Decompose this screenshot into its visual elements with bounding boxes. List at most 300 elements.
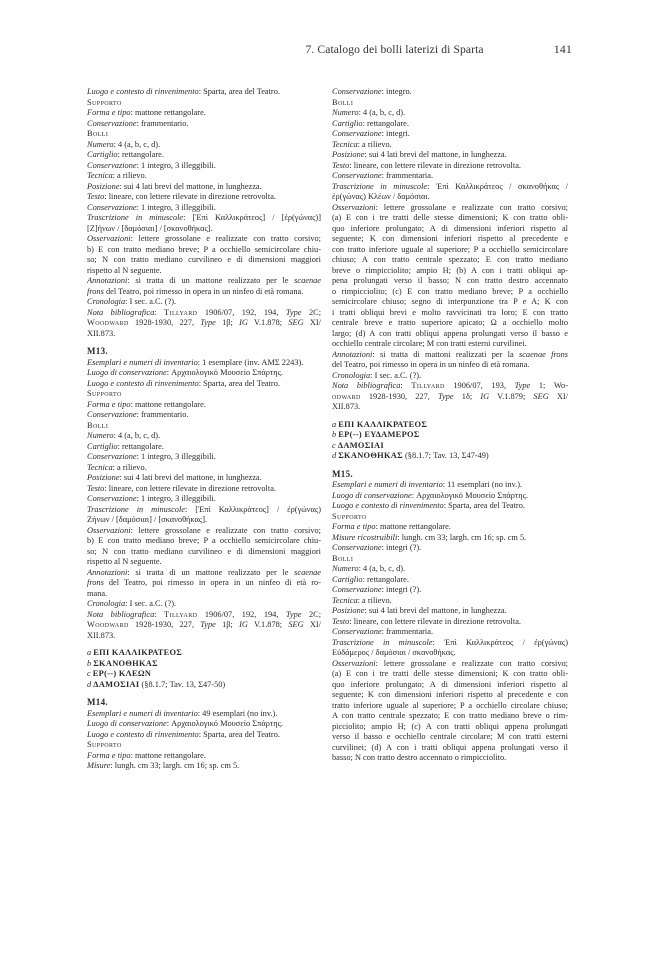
text-run: : Sparta, area del Teatro.: [443, 501, 525, 510]
text-line: [332, 381, 568, 392]
text-line: [332, 732, 568, 743]
text-run: semicircolare chiuso; segno di interpunzione tra P e A; K con: [332, 297, 568, 306]
text-run: Type: [285, 609, 302, 619]
text-line: [332, 245, 568, 256]
text-run: 2C;: [301, 307, 321, 317]
text-run: tratto inferiore uguale al superiore; P a occhiello circolare chiuso;: [332, 700, 568, 710]
text-line: [87, 108, 321, 119]
text-line: [332, 140, 568, 151]
text-run: Bolli: [332, 97, 354, 107]
text-run: Conservazione: [87, 452, 137, 461]
text-run: (a) E con i tre tratti delle stesse dimensioni; K con tratto obli-: [332, 213, 568, 222]
text-run: Annotazioni: [87, 276, 128, 285]
text-run: 1β;: [215, 318, 240, 327]
text-run: Conservazione: [87, 410, 137, 419]
text-line: [87, 515, 321, 526]
text-run: a: [87, 648, 94, 657]
text-run: Woodward: [87, 620, 129, 629]
text-run: : frammentario.: [136, 410, 189, 419]
text-line: [87, 648, 321, 659]
text-line: [87, 719, 321, 730]
text-run: Testo: [332, 160, 350, 170]
text-run: XI/: [548, 391, 568, 401]
text-run: XII.873.: [87, 328, 116, 338]
text-run: : lineare, con lettere rilevate in direzione retrovolta.: [349, 616, 521, 626]
text-line: [332, 87, 568, 98]
text-run: : 49 esemplari (no inv.).: [197, 708, 278, 718]
text-run: Tillyard: [411, 381, 445, 390]
text-line: [87, 494, 321, 505]
text-line: [87, 318, 321, 329]
text-line: [87, 224, 321, 235]
text-run: Bolli: [87, 420, 109, 430]
text-line: [87, 346, 321, 358]
text-line: [87, 87, 321, 98]
text-run: Luogo di conservazione: [87, 368, 167, 377]
text-run: so; N con tratto mediano curvilineo e di dimensioni maggiori: [87, 255, 321, 264]
text-run: : rettangolare.: [117, 150, 164, 159]
text-line: [87, 297, 321, 308]
text-run: 1928-1930, 227,: [360, 391, 439, 401]
text-run: XII.873.: [87, 630, 116, 640]
text-line: [87, 697, 321, 709]
text-run: Luogo e contesto di rinvenimento: [87, 378, 199, 388]
text-run: 1928-1930, 227,: [128, 318, 201, 327]
text-line: [87, 669, 321, 680]
text-run: Luogo di conservazione: [332, 490, 412, 500]
text-run: Nota bibliografica: [87, 307, 155, 317]
text-run: : 1 esemplare (inv. ΑΜΣ 2243).: [197, 357, 304, 367]
text-line: [332, 392, 568, 403]
text-line: [87, 751, 321, 762]
text-line: [87, 484, 321, 495]
text-line: [332, 638, 568, 649]
text-run: scaenae frons: [518, 349, 568, 359]
entry-spacer: [87, 339, 321, 346]
text-run: b: [332, 430, 339, 439]
text-run: Tecnica: [332, 595, 358, 605]
text-run: Tecnica: [332, 139, 358, 149]
text-run: Type: [514, 381, 531, 390]
text-run: frons: [87, 286, 104, 296]
text-run: Conservazione: [332, 87, 382, 96]
text-line: [87, 140, 321, 151]
text-run: V.1.879;: [489, 391, 534, 401]
text-run: : mattone rettangolare.: [130, 399, 206, 409]
text-run: Posizione: [87, 181, 120, 191]
text-run: breve o rimpicciolito; ampio H; (b) A con i tratti obliqui ap-: [332, 265, 568, 275]
page-header: [96, 42, 572, 57]
text-line: [332, 150, 568, 161]
text-line: [87, 213, 321, 224]
text-run: Trascrizione in minuscole: [87, 213, 184, 222]
text-run: XI/: [303, 620, 321, 629]
text-run: Conservazione: [332, 171, 382, 180]
text-line: [332, 627, 568, 638]
text-run: Annotazioni: [332, 349, 373, 359]
text-run: : frammentaria.: [381, 627, 434, 636]
text-line: [332, 575, 568, 586]
text-run: : a rilievo.: [357, 595, 392, 605]
text-run: Supporto: [87, 740, 122, 749]
text-run: curvilinei; (d) A con i tratti obliqui appena prolungati verso il: [332, 742, 568, 752]
text-run: Type: [200, 318, 216, 327]
text-run: Conservazione: [87, 494, 137, 503]
text-run: : lettere grossolane e realizzate con tratto corsivo;: [375, 658, 568, 668]
text-line: [332, 543, 568, 554]
text-run: frons: [87, 578, 104, 587]
text-run: Numero: [332, 564, 359, 573]
text-run: b) E con tratto mediano breve; P a occhiello semicircolare chiu-: [87, 244, 321, 254]
page-number: 141: [553, 42, 572, 56]
text-run: : Ἐπὶ Καλλικράτεος / ἐρ(γώνας): [432, 637, 568, 647]
entry-spacer: [87, 641, 321, 648]
text-run: : 1 integro, 3 illeggibili.: [136, 160, 216, 170]
text-run: seguente; K con dimensioni inferiori rispetto al precedente e con: [332, 690, 568, 699]
text-run: Luogo e contesto di rinvenimento: [332, 501, 444, 510]
text-run: : integri (?).: [381, 543, 422, 552]
text-line: [87, 709, 321, 720]
text-line: [332, 371, 568, 382]
text-run: Luogo e contesto di rinvenimento: [87, 87, 199, 96]
text-run: : si tratta di un mattone realizzato per le: [127, 276, 295, 285]
text-run: Supporto: [87, 389, 122, 398]
text-run: : 4 (a, b, c, d).: [358, 108, 406, 117]
left-text-column: [87, 87, 321, 772]
text-line: [87, 182, 321, 193]
text-line: [87, 98, 321, 109]
text-run: Conservazione: [87, 160, 137, 170]
stamp-legend: ΣΚΑΝΟΘΗΚΑΣ: [93, 658, 158, 668]
entry-spacer: [332, 413, 568, 420]
text-line: [332, 430, 568, 441]
text-line: [332, 753, 568, 764]
text-run: : Αρχαιολογικό Μουσείο Σπάρτης.: [166, 368, 284, 377]
text-run: Numero: [332, 108, 359, 117]
text-run: Woodward: [87, 318, 129, 327]
text-run: : 1 integro, 3 illeggibili.: [136, 202, 216, 212]
text-run: : mattone rettangolare.: [375, 522, 451, 531]
text-run: Esemplari e numeri di inventario: [87, 357, 198, 367]
text-run: picciolito; ampio H; (c) A con tratti obliqui appena prolungati: [332, 721, 568, 731]
text-run: Conservazione: [332, 543, 382, 552]
text-run: Cartiglio: [332, 574, 363, 584]
text-run: IG: [239, 620, 248, 629]
text-line: [87, 505, 321, 516]
text-run: Tecnica: [87, 462, 113, 472]
stamp-legend: ΔΑΜΟΣΙΑΙ: [337, 440, 384, 450]
text-run: chiuso; A con tratto centrale spezzato; E con tratto mediano: [332, 255, 568, 264]
text-run: : sui 4 lati brevi del mattone, in lunghezza.: [364, 606, 507, 615]
text-line: [87, 255, 321, 266]
text-line: [332, 402, 568, 413]
stamp-legend: ΕΡ(--) ΕΥΔΑΜΕΡΟΣ: [338, 430, 420, 439]
text-run: Testo: [87, 483, 105, 493]
text-line: [87, 568, 321, 579]
text-line: [332, 743, 568, 754]
text-line: [332, 255, 568, 266]
text-run: : si tratta di un mattone realizzato per le: [127, 567, 295, 577]
text-line: [87, 308, 321, 319]
text-line: [87, 368, 321, 379]
text-run: Numero: [87, 139, 114, 149]
text-run: 1906/07, 192, 194,: [197, 609, 286, 619]
text-line: [332, 276, 568, 287]
text-run: (a) E con i tre tratti delle stesse dimensioni; K con tratto obli-: [332, 669, 568, 678]
text-run: : frammentario.: [136, 118, 189, 128]
text-line: [332, 469, 568, 481]
text-line: [87, 431, 321, 442]
text-run: Ζήνων / [δαμόσιαι] / [σκανοθήκας].: [87, 515, 208, 524]
text-run: : 11 esemplari (no inv.).: [442, 480, 523, 489]
right-text-column: [332, 87, 568, 764]
text-run: Conservazione: [87, 118, 137, 128]
text-run: Cronologia: [87, 599, 126, 608]
entry-heading: M15.: [332, 468, 353, 479]
text-line: [332, 722, 568, 733]
stamp-legend: ΕΠΙ ΚΑΛΛΙΚΡΑΤΕΟΣ: [338, 419, 428, 429]
text-run: Trascrizione in minuscole: [332, 181, 428, 191]
text-line: [332, 234, 568, 245]
text-line: [332, 554, 568, 565]
text-run: Cronologia: [87, 297, 126, 306]
text-run: : integri.: [381, 129, 410, 138]
text-run: : lineare, con lettere rilevate in direzione retrovolta.: [349, 160, 521, 170]
text-line: [332, 669, 568, 680]
text-run: a: [332, 419, 339, 429]
text-run: : lungh. cm 33; largh. cm 16; sp. cm 5.: [397, 532, 527, 542]
text-run: Testo: [332, 616, 350, 626]
text-run: Annotazioni: [87, 567, 128, 577]
text-run: Cartiglio: [87, 441, 118, 451]
text-run: XII.873.: [332, 402, 361, 411]
text-line: [87, 276, 321, 287]
text-run: odward: [332, 391, 361, 401]
text-run: basso; N con tratto destro accennato o rimpicciolito.: [332, 753, 507, 762]
text-run: : si tratta di mattoni realizzati per la: [372, 349, 519, 359]
text-line: [332, 648, 568, 659]
text-line: [332, 287, 568, 298]
text-line: [332, 533, 568, 544]
text-line: [87, 410, 321, 421]
text-line: [87, 680, 321, 691]
text-run: 1β;: [215, 620, 240, 629]
text-run: 1906/07, 193,: [444, 381, 515, 390]
text-run: rispetto al N seguente.: [87, 557, 162, 566]
text-line: [87, 400, 321, 411]
text-run: d: [87, 679, 94, 689]
text-line: [332, 491, 568, 502]
text-run: Cronologia: [332, 370, 371, 380]
text-run: : rettangolare.: [362, 574, 409, 584]
text-run: 1928-1930, 227,: [128, 620, 201, 629]
text-line: [87, 526, 321, 537]
text-line: [87, 421, 321, 432]
text-line: [87, 557, 321, 568]
text-line: [332, 339, 568, 350]
text-run: pena prolungati verso il basso; N con tratto destro accennato: [332, 276, 568, 285]
text-line: [87, 329, 321, 340]
text-run: : a rilievo.: [112, 171, 147, 180]
text-run: V.1.878;: [247, 318, 289, 327]
text-line: [332, 182, 568, 193]
text-run: Posizione: [87, 473, 120, 482]
text-run: : sui 4 lati brevi del mattone, in lunghezza.: [119, 181, 262, 191]
text-run: o rimpicciolito; (c) E con tratto mediano breve; P a occhiello: [332, 286, 568, 296]
text-line: [332, 360, 568, 371]
text-line: [332, 585, 568, 596]
text-line: [87, 150, 321, 161]
text-line: [332, 161, 568, 172]
text-run: : lineare, con lettere rilevate in direzione retrovolta.: [104, 483, 276, 493]
text-line: [332, 297, 568, 308]
text-run: : a rilievo.: [357, 139, 392, 149]
text-run: ἐρ(γώνας) Κλέων / δαμόσιαι.: [332, 192, 430, 201]
text-run: : integri (?).: [381, 585, 422, 594]
text-run: d: [332, 451, 339, 460]
text-run: mana.: [87, 588, 108, 598]
text-run: : [Ἐπὶ Καλλικράτεος] / [ἐρ(γώνας)]: [183, 213, 321, 222]
text-run: : I sec. a.C. (?).: [125, 297, 177, 306]
text-run: : lettere grossolane e realizzate con tratto corsivo;: [375, 202, 568, 212]
text-run: :: [154, 609, 165, 619]
text-line: [332, 680, 568, 691]
text-run: : Sparta, area del Teatro.: [198, 378, 280, 388]
text-run: occhiello centrale circolare; M con tratti esterni curvilinei.: [332, 339, 527, 348]
text-run: Trascrizione in minuscole: [87, 504, 185, 514]
stamp-legend: ΕΡ(--) ΚΛΕΩΝ: [92, 669, 152, 678]
text-line: [87, 473, 321, 484]
text-line: [87, 599, 321, 610]
text-line: [87, 610, 321, 621]
text-run: 1δ;: [453, 391, 481, 401]
stamp-legend: ΕΠΙ ΚΑΛΛΙΚΡΑΤΕΟΣ: [93, 648, 183, 657]
text-line: [332, 213, 568, 224]
text-run: : mattone rettangolare.: [130, 750, 206, 760]
text-line: [87, 379, 321, 390]
text-run: b) E con tratto mediano breve; P a occhiello semicircolare chiu-: [87, 536, 321, 545]
text-run: : lineare, con lettere rilevate in direzione retrovolta.: [104, 192, 276, 201]
text-run: Nota bibliografica: [332, 381, 401, 390]
text-run: : rettangolare.: [117, 441, 164, 451]
text-line: [332, 203, 568, 214]
text-run: IG: [480, 391, 490, 401]
text-run: Tillyard: [164, 307, 198, 317]
text-line: [332, 522, 568, 533]
entry-heading: M13.: [87, 346, 108, 356]
text-run: Posizione: [332, 606, 365, 615]
text-line: [332, 329, 568, 340]
text-line: [87, 578, 321, 589]
text-run: Forma e tipo: [332, 522, 376, 531]
text-run: largo; (d) A con tratti obliqui appena prolungati verso il basso e: [332, 328, 568, 338]
text-run: :: [400, 381, 412, 390]
text-line: [87, 171, 321, 182]
text-line: [87, 761, 321, 772]
text-run: Nota bibliografica: [87, 609, 155, 619]
text-line: [332, 119, 568, 130]
text-run: Osservazioni: [332, 658, 376, 668]
text-run: : Αρχαιολογικό Μουσείο Σπάρτης.: [411, 490, 529, 500]
text-run: : Ἐπὶ Καλλικράτεος / σκανοθήκας /: [427, 181, 568, 191]
text-line: [332, 266, 568, 277]
text-run: Supporto: [87, 97, 122, 107]
text-run: 1; Wo-: [530, 381, 568, 390]
text-line: [332, 480, 568, 491]
text-run: verso il basso e occhiello centrale circolare; M con tratti esterni: [332, 732, 568, 741]
text-run: Esemplari e numeri di inventario: [332, 480, 443, 489]
text-run: : 4 (a, b, c, d).: [113, 139, 161, 149]
text-line: [87, 358, 321, 369]
text-run: : lettere grossolane e realizzate con tratto corsivo;: [130, 234, 321, 243]
text-run: : I sec. a.C. (?).: [370, 370, 422, 380]
text-run: : Sparta, area del Teatro.: [198, 729, 280, 739]
text-line: [87, 740, 321, 751]
text-line: [87, 589, 321, 600]
text-run: Tillyard: [164, 609, 198, 619]
text-line: [87, 161, 321, 172]
text-line: [332, 129, 568, 140]
text-run: :: [154, 307, 165, 317]
text-run: : 1 integro, 3 illeggibili.: [136, 452, 216, 461]
text-run: Luogo di conservazione: [87, 719, 167, 728]
text-run: : lettere grossolane e realizzate con tratto corsivo;: [130, 525, 321, 535]
text-run: (§8.1.7; Tav. 13, Σ47-50): [139, 679, 226, 689]
entry-spacer: [87, 690, 321, 697]
text-run: : 1 integro, 3 illeggibili.: [136, 494, 216, 503]
text-line: [332, 420, 568, 431]
text-run: : a rilievo.: [112, 462, 147, 472]
text-run: Bolli: [87, 129, 109, 138]
text-line: [87, 234, 321, 245]
text-run: : lungh. cm 33; largh. cm 16; sp. cm 5.: [110, 761, 240, 770]
text-run: IG: [239, 318, 248, 327]
text-line: [332, 606, 568, 617]
text-run: Osservazioni: [332, 202, 376, 212]
text-line: [87, 442, 321, 453]
text-run: Conservazione: [332, 585, 382, 594]
text-run: quo inferiore prolungato; A di dimensioni inferiori rispetto al: [332, 223, 568, 233]
text-line: [87, 266, 321, 277]
text-run: Misure ricostruibili: [332, 532, 398, 542]
text-line: [87, 203, 321, 214]
text-run: : 4 (a, b, c, d).: [358, 564, 406, 573]
text-run: Bolli: [332, 553, 354, 563]
text-line: [87, 389, 321, 400]
text-run: Esemplari e numeri di inventario: [87, 708, 198, 718]
text-line: [332, 690, 568, 701]
text-run: : mattone rettangolare.: [130, 108, 206, 117]
text-run: : frammentaria.: [381, 171, 434, 180]
text-run: Conservazione: [87, 202, 137, 212]
text-run: : Αρχαιολογικό Μουσείο Σπάρτης.: [166, 719, 284, 728]
text-run: i tratti obliqui brevi e molto ravvicinati tra loro; E con tratto: [332, 307, 568, 317]
text-line: [87, 119, 321, 130]
text-run: del Teatro, poi rimesso in opera in un ninfeo di età romana.: [103, 286, 304, 296]
text-run: [Ζ]ήνων / [δαμόσιαι] / [σκανοθήκας].: [87, 223, 213, 233]
text-run: SEG: [288, 318, 304, 327]
text-run: Forma e tipo: [87, 108, 131, 117]
text-line: [332, 564, 568, 575]
text-run: Supporto: [332, 511, 367, 521]
text-run: : rettangolare.: [362, 118, 409, 128]
text-run: Conservazione: [332, 627, 382, 636]
text-line: [332, 441, 568, 452]
text-run: Forma e tipo: [87, 750, 131, 760]
text-run: : [Ἐπὶ Καλλικράτεος] / ἐρ(γώνας): [184, 504, 321, 514]
text-run: (§8.1.7; Tav. 13, Σ47-49): [402, 451, 489, 460]
text-run: Cartiglio: [332, 118, 363, 128]
